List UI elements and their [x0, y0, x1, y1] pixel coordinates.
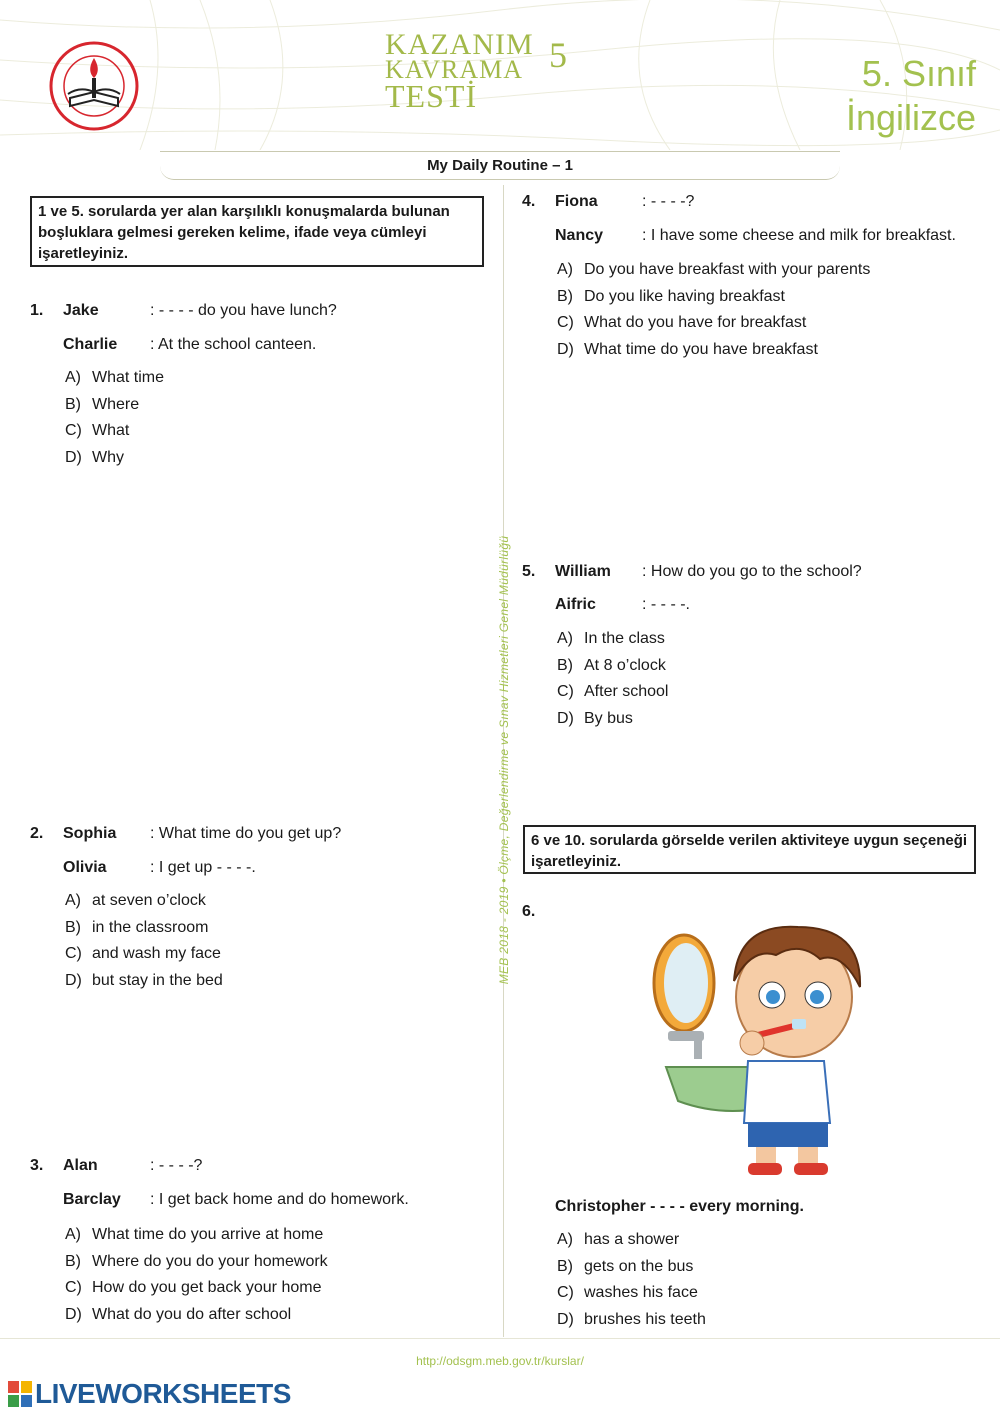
option-b[interactable]: [65, 915, 223, 942]
question-prompt: Christopher - - - - every morning.: [555, 1198, 804, 1215]
option-text: In the class: [584, 630, 665, 647]
option-a[interactable]: [65, 888, 223, 915]
option-letter: B): [557, 656, 573, 674]
option-a[interactable]: [557, 626, 668, 653]
option-text: in the classroom: [92, 918, 209, 936]
options-list: [65, 1222, 328, 1328]
option-c[interactable]: [65, 418, 164, 445]
option-text: but stay in the bed: [92, 971, 223, 989]
liveworksheets-logo[interactable]: [8, 1378, 291, 1410]
option-letter: D): [65, 971, 82, 989]
footer-url[interactable]: http://odsgm.meb.gov.tr/kurslar/: [416, 1354, 584, 1368]
speaker: Aifric: [555, 596, 596, 613]
dialogue-line: : I get back home and do homework.: [150, 1191, 409, 1208]
option-text: gets on the bus: [584, 1257, 694, 1275]
footer-divider: [0, 1338, 1000, 1339]
option-letter: D): [65, 448, 82, 466]
option-c[interactable]: [557, 679, 668, 706]
option-text: Where: [92, 395, 140, 413]
option-c[interactable]: [65, 941, 223, 968]
option-text: brushes his teeth: [584, 1310, 706, 1328]
dialogue-line: : I have some cheese and milk for breakfast.: [642, 227, 956, 244]
options-list: [557, 626, 668, 732]
boy-brushing-teeth-image: [648, 911, 888, 1181]
speaker: Sophia: [63, 825, 117, 842]
options-list: [65, 888, 223, 994]
option-a[interactable]: [557, 1227, 706, 1254]
option-letter: B): [557, 1257, 573, 1275]
speaker: Alan: [63, 1157, 98, 1174]
option-text: What do you have for breakfast: [584, 314, 807, 332]
question-number: 2.: [30, 825, 44, 842]
liveworksheets-icon: [8, 1381, 32, 1407]
option-text: How do you get back your home: [92, 1279, 322, 1297]
dialogue-line: : - - - -.: [642, 596, 690, 613]
dialogue-line: : - - - -?: [642, 193, 695, 210]
option-text: At 8 o’clock: [584, 656, 666, 674]
dialogue-line: : What time do you get up?: [150, 825, 342, 842]
dialogue-line: : At the school canteen.: [150, 336, 317, 353]
question-1: [0, 302, 500, 482]
option-text: Do you like having breakfast: [584, 287, 785, 305]
options-list: [557, 1227, 706, 1333]
options-list: [557, 257, 870, 363]
option-c[interactable]: [557, 310, 870, 337]
option-d[interactable]: [557, 1307, 706, 1334]
options-list: [65, 365, 164, 471]
question-6: [500, 903, 1000, 1333]
option-c[interactable]: [557, 1280, 706, 1307]
option-letter: C): [557, 1284, 574, 1302]
option-letter: C): [557, 314, 574, 332]
test-title-word: KAVRAMA: [385, 55, 523, 84]
test-title-word: TESTİ: [385, 78, 478, 114]
option-text: Do you have breakfast with your parents: [584, 261, 871, 278]
option-b[interactable]: [65, 392, 164, 419]
option-text: washes his face: [584, 1284, 698, 1302]
option-text: What time do you have breakfast: [584, 340, 818, 358]
option-b[interactable]: [557, 653, 668, 680]
option-letter: D): [557, 1310, 574, 1328]
option-letter: C): [65, 422, 82, 440]
option-letter: B): [65, 1252, 81, 1270]
option-letter: C): [65, 945, 82, 963]
footer-url-link[interactable]: [0, 1354, 1000, 1368]
option-text: Why: [92, 448, 124, 466]
option-letter: B): [65, 918, 81, 936]
question-number: 3.: [30, 1157, 44, 1174]
option-text: What time do you arrive at home: [92, 1226, 324, 1243]
instruction-box: 1 ve 5. sorularda yer alan karşılıklı konuşmalarda bulunan boşluklara gelmesi gereken kelime, ifade veya cümleyi işaretleyiniz.: [30, 196, 484, 267]
meb-logo: [40, 40, 148, 132]
option-text: has a shower: [584, 1231, 680, 1248]
speaker: Charlie: [63, 336, 118, 353]
instruction-box: 6 ve 10. sorularda görselde verilen aktiviteye uygun seçeneği işaretleyiniz.: [523, 825, 976, 874]
page-title: My Daily Routine – 1: [427, 157, 573, 174]
option-letter: A): [557, 1231, 573, 1248]
test-title-logo: [383, 28, 633, 118]
option-a[interactable]: [65, 1222, 328, 1249]
option-letter: B): [557, 287, 573, 305]
option-b[interactable]: [557, 284, 870, 311]
option-letter: A): [65, 369, 81, 386]
option-letter: B): [65, 395, 81, 413]
option-text: at seven o’clock: [92, 892, 206, 909]
sidebar-vertical-text: MEB 2018 - 2019 • Ölçme, Değerlendirme ve Sınav Hizmetleri Genel Müdürlüğü: [497, 535, 511, 985]
test-number: 5: [549, 35, 568, 75]
option-d[interactable]: [65, 1302, 328, 1329]
option-d[interactable]: [557, 337, 870, 364]
option-letter: A): [65, 892, 81, 909]
option-b[interactable]: [65, 1249, 328, 1276]
speaker: William: [555, 563, 611, 580]
dialogue-line: : - - - - do you have lunch?: [150, 302, 337, 319]
grade-label: 5. Sınıf: [861, 53, 976, 94]
option-text: Where do you do your homework: [92, 1252, 328, 1270]
test-title-word: KAZANIM: [385, 28, 534, 61]
option-letter: A): [65, 1226, 81, 1243]
question-number: 1.: [30, 302, 44, 319]
option-text: What: [92, 422, 130, 440]
question-number: 4.: [522, 193, 536, 210]
option-a[interactable]: [65, 365, 164, 392]
liveworksheets-wordmark: LIVEWORKSHEETS: [35, 1378, 291, 1409]
dialogue-line: : - - - -?: [150, 1157, 203, 1174]
option-letter: A): [557, 630, 573, 647]
option-letter: C): [65, 1279, 82, 1297]
option-c[interactable]: [65, 1275, 328, 1302]
option-letter: C): [557, 683, 574, 701]
option-letter: D): [65, 1305, 82, 1323]
speaker: Olivia: [63, 859, 107, 876]
option-text: By bus: [584, 709, 633, 727]
question-number: 6.: [522, 903, 536, 920]
option-b[interactable]: [557, 1254, 706, 1281]
subject-label: İngilizce: [845, 97, 976, 138]
speaker: Fiona: [555, 193, 598, 210]
option-letter: D): [557, 709, 574, 727]
question-number: 5.: [522, 563, 536, 580]
question-4: [500, 193, 1000, 373]
option-letter: A): [557, 261, 573, 278]
question-3: [0, 1157, 500, 1337]
option-d[interactable]: [557, 706, 668, 733]
question-5: [500, 563, 1000, 743]
speaker: Nancy: [555, 227, 604, 244]
option-text: What time: [92, 369, 165, 386]
option-a[interactable]: [557, 257, 870, 284]
option-d[interactable]: [65, 968, 223, 995]
speaker: Jake: [63, 302, 99, 319]
grade-subject: [846, 52, 976, 140]
dialogue-line: : I get up - - - -.: [150, 859, 256, 876]
option-letter: D): [557, 340, 574, 358]
speaker: Barclay: [63, 1191, 121, 1208]
dialogue-line: : How do you go to the school?: [642, 563, 862, 580]
option-text: What do you do after school: [92, 1305, 292, 1323]
option-d[interactable]: [65, 445, 164, 472]
option-text: After school: [584, 683, 669, 701]
option-text: and wash my face: [92, 945, 221, 963]
question-2: [0, 825, 500, 1005]
